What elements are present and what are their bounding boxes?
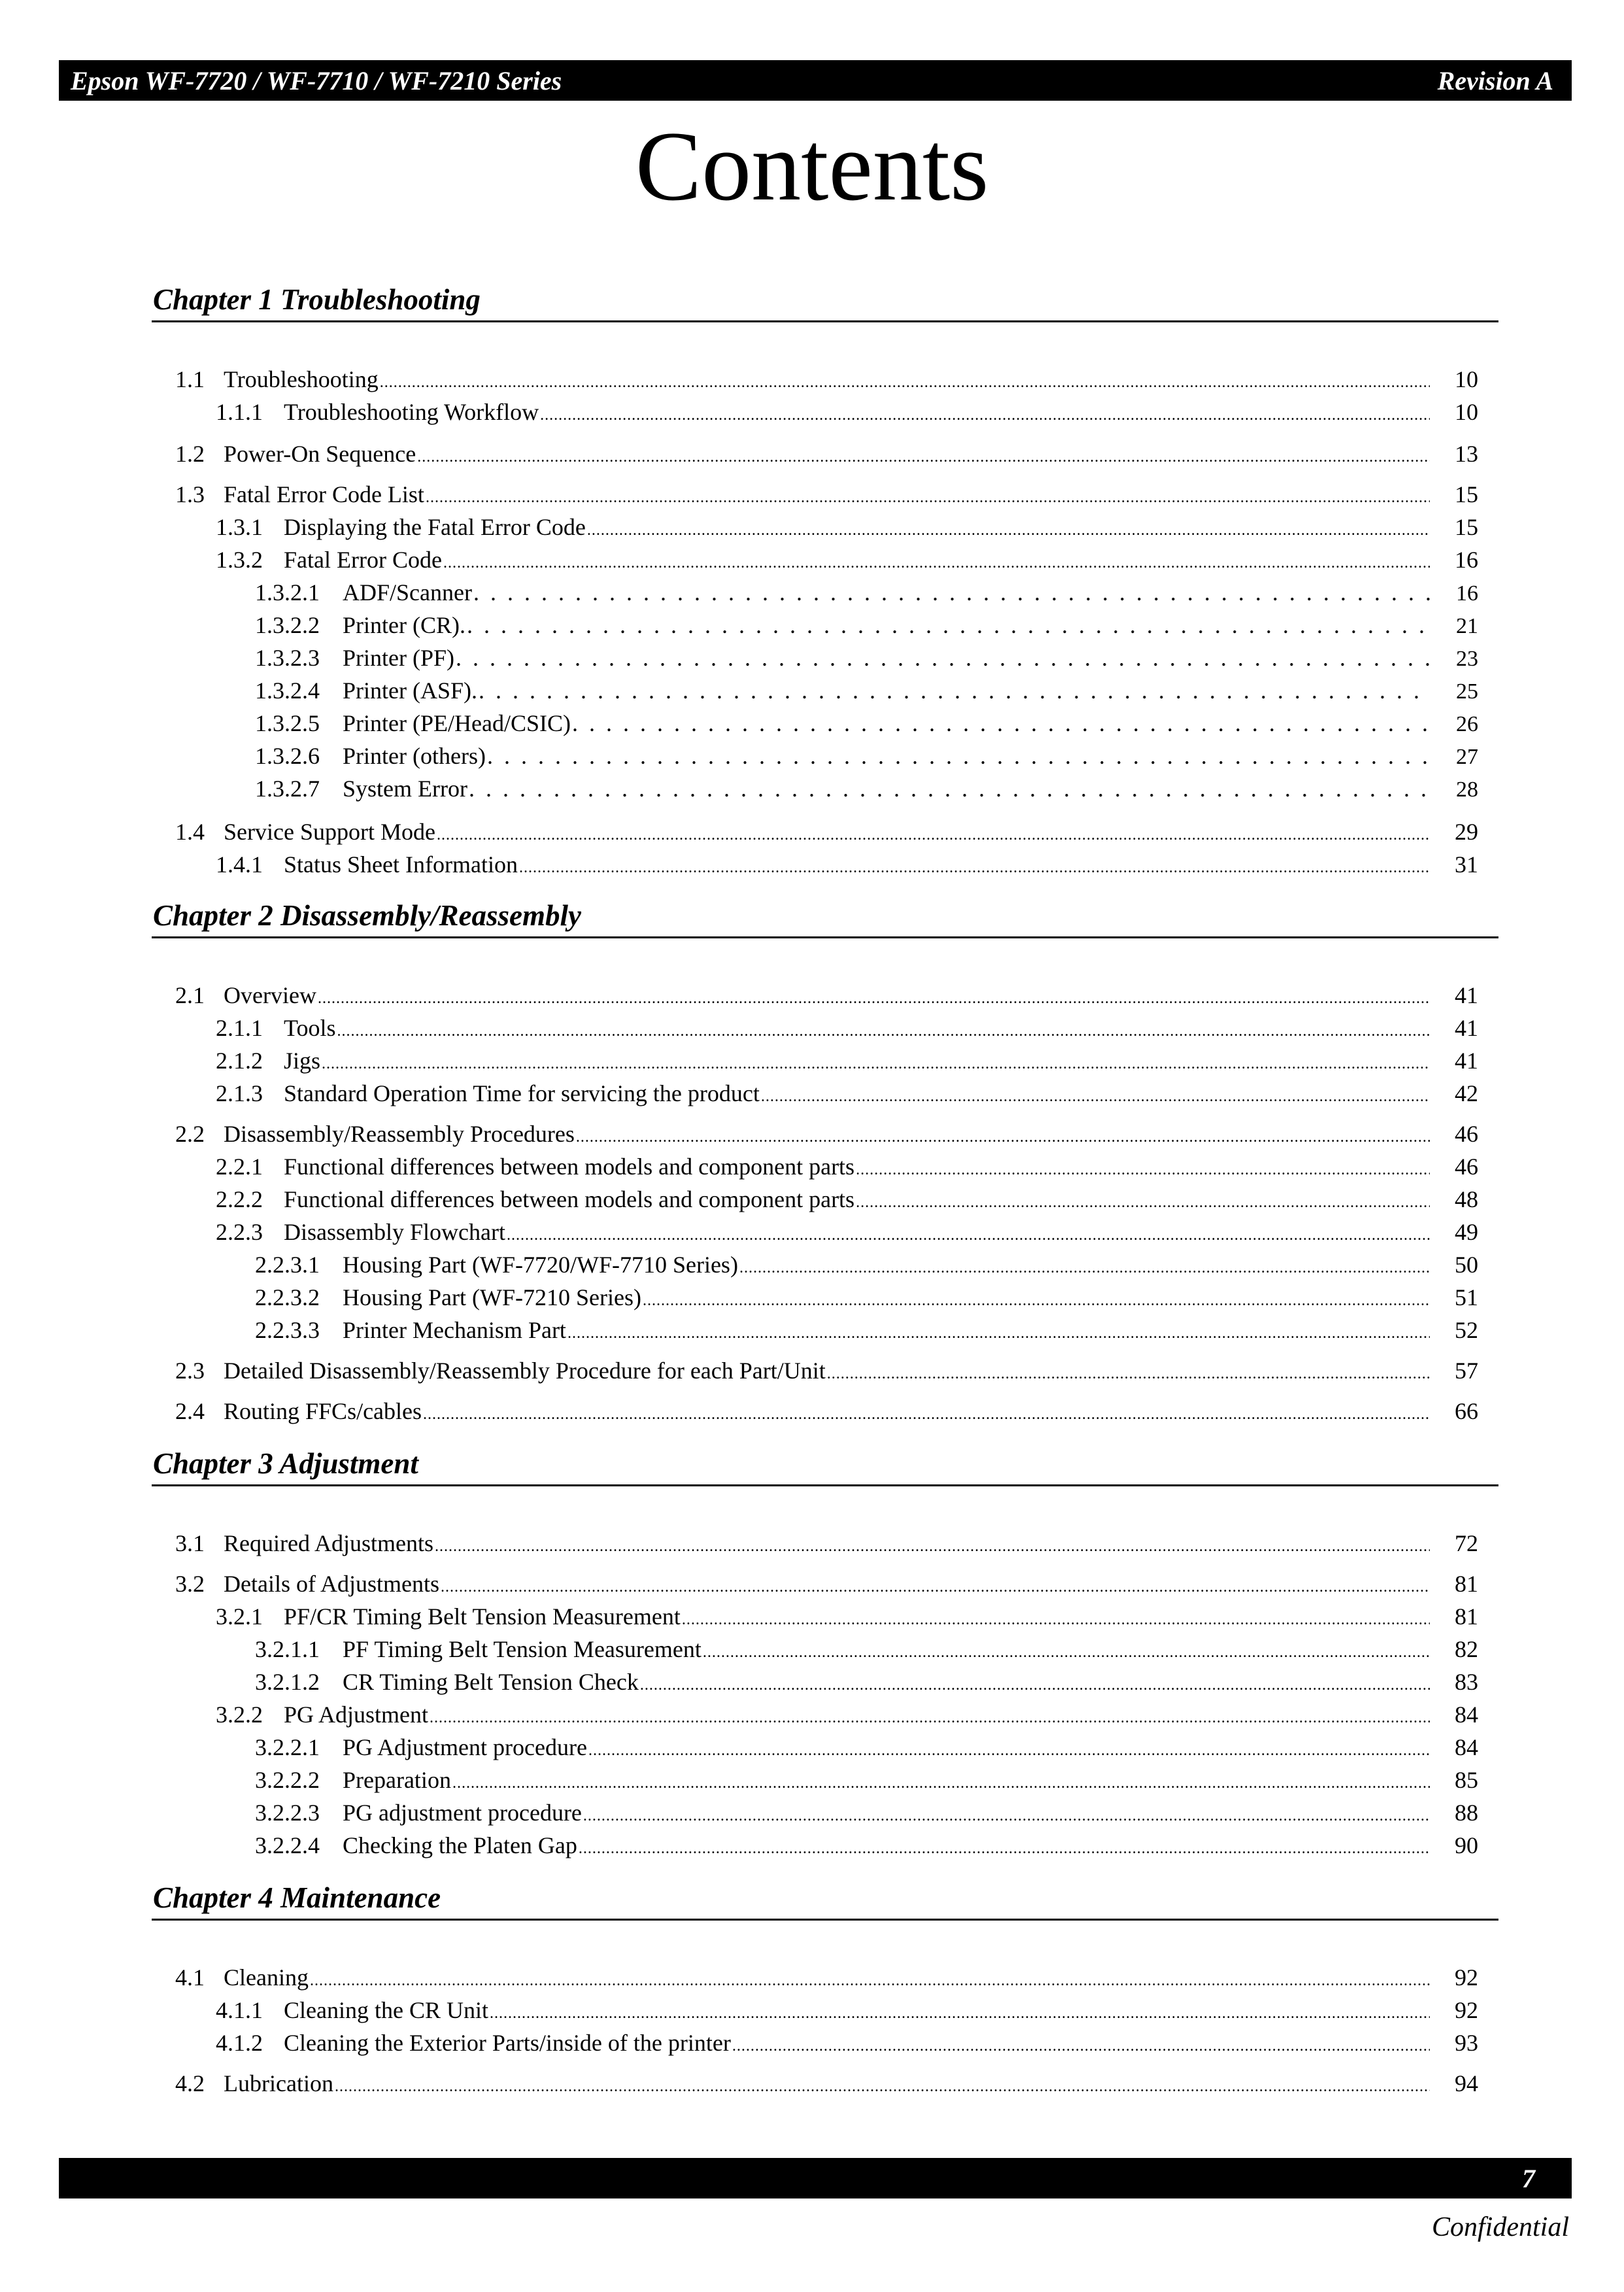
toc-entry[interactable]	[255, 1766, 1478, 1794]
leader-dots	[423, 1397, 1430, 1429]
toc-entry[interactable]	[255, 1635, 1478, 1664]
toc-number: 3.2.2	[216, 1702, 263, 1728]
toc-label: Cleaning the CR Unit	[284, 1997, 488, 2023]
toc-page: 51	[1455, 1284, 1478, 1310]
toc-page: 15	[1455, 481, 1478, 507]
toc-number: 2.1.1	[216, 1015, 263, 1041]
leader-dots	[827, 1356, 1430, 1388]
chapter-heading[interactable]	[152, 1881, 1498, 1921]
toc-number: 2.2	[175, 1121, 205, 1147]
leader-dots	[507, 1218, 1430, 1250]
chapter-heading[interactable]	[152, 282, 1498, 322]
leader-dots	[583, 1798, 1430, 1830]
page-title: Contents	[635, 111, 989, 221]
toc-entry[interactable]	[216, 1014, 1478, 1042]
leader-dots	[473, 578, 1430, 607]
toc-number: 2.2.3	[216, 1219, 263, 1245]
toc-entry[interactable]	[175, 817, 1478, 846]
confidential-label: Confidential	[1432, 2212, 1569, 2242]
toc-number: 2.3	[175, 1358, 205, 1384]
toc-label: Standard Operation Time for servicing the product	[284, 1080, 760, 1106]
toc-label: Tools	[284, 1015, 336, 1041]
toc-label: Functional differences between models and component parts	[284, 1186, 855, 1212]
toc-number: 3.2.2.4	[255, 1832, 320, 1858]
toc-number: 1.2	[175, 441, 205, 467]
toc-page: 27	[1456, 745, 1478, 769]
toc-number: 4.1.1	[216, 1997, 263, 2023]
toc-entry[interactable]	[175, 480, 1478, 509]
leader-dots	[469, 774, 1430, 803]
toc-entry[interactable]	[175, 981, 1478, 1010]
toc-label: Cleaning the Exterior Parts/inside of the printer	[284, 2030, 731, 2056]
footer-bar	[59, 2158, 1572, 2198]
toc-label: Service Support Mode	[224, 819, 435, 845]
toc-number: 4.1	[175, 1964, 205, 1991]
leader-dots	[310, 1963, 1430, 1995]
toc-entry[interactable]	[216, 398, 1478, 426]
chapter-title: Chapter 4 Maintenance	[153, 1881, 441, 1914]
toc-page: 94	[1455, 2070, 1478, 2096]
toc-number: 2.2.3.1	[255, 1252, 320, 1278]
toc-entry[interactable]	[255, 1283, 1478, 1312]
toc-page: 41	[1455, 1015, 1478, 1041]
toc-entry[interactable]	[216, 1996, 1478, 2025]
toc-label: Lubrication	[224, 2070, 333, 2096]
toc-entry[interactable]	[175, 1397, 1478, 1426]
toc-number: 4.2	[175, 2070, 205, 2096]
toc-number: 3.2.2.2	[255, 1767, 320, 1793]
toc-page: 42	[1455, 1080, 1478, 1106]
toc-number: 3.2.1.2	[255, 1669, 320, 1695]
toc-number: 1.3.2.4	[255, 677, 320, 704]
toc-number: 2.1.3	[216, 1080, 263, 1106]
document-series-title: Epson WF-7720 / WF-7710 / WF-7210 Series	[71, 66, 562, 95]
toc-number: 3.2	[175, 1571, 205, 1597]
toc-label: Housing Part (WF-7210 Series)	[343, 1284, 641, 1310]
toc-number: 2.4	[175, 1398, 205, 1424]
leader-dots	[318, 981, 1430, 1013]
toc-label: Printer (PF)	[343, 645, 454, 671]
toc-page: 92	[1455, 1997, 1478, 2023]
leader-dots	[479, 676, 1430, 705]
toc-label: PG adjustment procedure	[343, 1800, 582, 1826]
toc-label: PF/CR Timing Belt Tension Measurement	[284, 1603, 681, 1630]
toc-entry[interactable]	[216, 1602, 1478, 1631]
leader-dots	[430, 1700, 1430, 1732]
revision-label: Revision A	[1437, 66, 1553, 95]
chapter-title: Chapter 1 Troubleshooting	[153, 283, 481, 316]
leader-dots	[337, 1014, 1430, 1046]
toc-label: Required Adjustments	[224, 1530, 433, 1556]
toc-label: Printer (PE/Head/CSIC)	[343, 710, 571, 736]
toc-label: ADF/Scanner	[343, 579, 472, 606]
leader-dots	[567, 1316, 1430, 1348]
toc-number: 1.3.2.7	[255, 776, 320, 802]
toc-number: 3.2.1	[216, 1603, 263, 1630]
leader-dots	[435, 1529, 1430, 1561]
toc-entry[interactable]	[175, 1120, 1478, 1148]
toc-entry[interactable]	[255, 1798, 1478, 1827]
toc-label: System Error	[343, 776, 467, 802]
toc-number: 2.1.2	[216, 1048, 263, 1074]
toc-entry[interactable]	[255, 643, 1478, 672]
toc-page: 84	[1455, 1702, 1478, 1728]
toc-entry[interactable]	[175, 439, 1478, 468]
toc-label: Cleaning	[224, 1964, 309, 1991]
chapter-title: Chapter 3 Adjustment	[153, 1447, 418, 1480]
toc-label: PG Adjustment procedure	[343, 1734, 587, 1760]
chapter-title: Chapter 2 Disassembly/Reassembly	[153, 899, 581, 932]
toc-page: 26	[1456, 712, 1478, 736]
leader-dots	[579, 1831, 1430, 1863]
toc-label: Overview	[224, 982, 316, 1008]
chapter-heading[interactable]	[152, 1446, 1498, 1486]
toc-label: Printer Mechanism Part	[343, 1317, 566, 1343]
toc-entry[interactable]	[255, 1250, 1478, 1279]
toc-number: 1.1	[175, 366, 205, 392]
toc-number: 3.2.2.1	[255, 1734, 320, 1760]
toc-label: Printer (CR).	[343, 612, 465, 638]
leader-dots	[380, 365, 1430, 397]
leader-dots	[588, 1733, 1430, 1765]
toc-number: 1.3.1	[216, 514, 263, 540]
toc-label: Jigs	[284, 1048, 321, 1074]
leader-dots	[426, 480, 1430, 512]
header-bar	[59, 60, 1572, 101]
toc-page: 85	[1455, 1767, 1478, 1793]
toc-page: 16	[1455, 547, 1478, 573]
toc-label: Printer (ASF).	[343, 677, 477, 704]
toc-entry[interactable]	[255, 1733, 1478, 1762]
toc-entry[interactable]	[255, 1831, 1478, 1860]
toc-page: 23	[1456, 647, 1478, 671]
toc-entry[interactable]	[216, 1185, 1478, 1214]
toc-entry[interactable]	[216, 1046, 1478, 1075]
toc-label: PG Adjustment	[284, 1702, 429, 1728]
leader-dots	[643, 1283, 1430, 1315]
toc-page: 10	[1455, 366, 1478, 392]
toc-number: 2.2.3.3	[255, 1317, 320, 1343]
toc-page: 88	[1455, 1800, 1478, 1826]
toc-page: 82	[1455, 1636, 1478, 1662]
toc-page: 13	[1455, 441, 1478, 467]
leader-dots	[587, 513, 1430, 545]
toc-page: 10	[1455, 399, 1478, 425]
toc-number: 1.3.2.6	[255, 743, 320, 769]
leader-dots	[739, 1250, 1430, 1282]
toc-entry[interactable]	[216, 1079, 1478, 1108]
toc-entry[interactable]	[255, 676, 1478, 705]
toc-entry[interactable]	[216, 1700, 1478, 1729]
toc-label: Detailed Disassembly/Reassembly Procedure for each Part/Unit	[224, 1358, 826, 1384]
toc-entry[interactable]	[255, 1668, 1478, 1696]
toc-page: 81	[1455, 1603, 1478, 1630]
leader-dots	[519, 850, 1430, 882]
toc-number: 2.2.2	[216, 1186, 263, 1212]
toc-page: 16	[1456, 581, 1478, 606]
leader-dots	[443, 545, 1430, 577]
toc-number: 2.1	[175, 982, 205, 1008]
toc-page: 46	[1455, 1154, 1478, 1180]
toc-page: 90	[1455, 1832, 1478, 1858]
toc-entry[interactable]	[216, 2028, 1478, 2057]
toc-label: Details of Adjustments	[224, 1571, 439, 1597]
toc-page: 72	[1455, 1530, 1478, 1556]
toc-page: 83	[1455, 1669, 1478, 1695]
toc-label: Power-On Sequence	[224, 441, 416, 467]
toc-entry[interactable]	[175, 1356, 1478, 1385]
toc-entry[interactable]	[255, 578, 1478, 607]
toc-number: 1.1.1	[216, 399, 263, 425]
leader-dots	[437, 817, 1430, 849]
toc-number: 3.2.2.3	[255, 1800, 320, 1826]
leader-dots	[732, 2028, 1430, 2061]
leader-dots	[467, 611, 1430, 640]
leader-dots	[540, 398, 1430, 430]
toc-entry[interactable]	[216, 1218, 1478, 1246]
toc-page: 46	[1455, 1121, 1478, 1147]
toc-label: Troubleshooting	[224, 366, 379, 392]
leader-dots	[572, 709, 1430, 738]
toc-page: 49	[1455, 1219, 1478, 1245]
toc-page: 25	[1456, 679, 1478, 704]
leader-dots	[452, 1766, 1430, 1798]
leader-dots	[335, 2069, 1430, 2101]
toc-entry[interactable]	[255, 742, 1478, 770]
toc-page: 57	[1455, 1358, 1478, 1384]
leader-dots	[417, 439, 1430, 471]
toc-page: 92	[1455, 1964, 1478, 1991]
toc-label: Displaying the Fatal Error Code	[284, 514, 586, 540]
toc-page: 66	[1455, 1398, 1478, 1424]
toc-entry[interactable]	[255, 1316, 1478, 1344]
leader-dots	[490, 1996, 1430, 2028]
toc-label: Preparation	[343, 1767, 451, 1793]
toc-entry[interactable]	[175, 1529, 1478, 1558]
chapter-heading[interactable]	[152, 898, 1498, 938]
toc-label: Checking the Platen Gap	[343, 1832, 577, 1858]
toc-label: Printer (others)	[343, 743, 486, 769]
page-number: 7	[1522, 2164, 1535, 2193]
toc-entry[interactable]	[255, 774, 1478, 803]
toc-entry[interactable]	[216, 513, 1478, 541]
toc-entry[interactable]	[216, 1152, 1478, 1181]
toc-number: 1.4.1	[216, 851, 263, 878]
leader-dots	[640, 1668, 1430, 1700]
toc-page: 48	[1455, 1186, 1478, 1212]
toc-entry[interactable]	[216, 545, 1478, 574]
toc-number: 2.2.3.2	[255, 1284, 320, 1310]
leader-dots	[456, 643, 1430, 672]
toc-number: 1.3.2	[216, 547, 263, 573]
toc-page: 84	[1455, 1734, 1478, 1760]
leader-dots	[487, 742, 1430, 770]
toc-page: 93	[1455, 2030, 1478, 2056]
toc-page: 15	[1455, 514, 1478, 540]
toc-label: Troubleshooting Workflow	[284, 399, 539, 425]
toc-page: 31	[1455, 851, 1478, 878]
toc-page: 28	[1456, 778, 1478, 802]
toc-label: Fatal Error Code List	[224, 481, 424, 507]
leader-dots	[761, 1079, 1430, 1111]
toc-page: 21	[1456, 614, 1478, 638]
toc-number: 1.3.2.2	[255, 612, 320, 638]
toc-number: 1.3.2.3	[255, 645, 320, 671]
toc-number: 1.3.2.5	[255, 710, 320, 736]
toc-label: Fatal Error Code	[284, 547, 442, 573]
toc-label: Disassembly/Reassembly Procedures	[224, 1121, 575, 1147]
toc-number: 3.2.1.1	[255, 1636, 320, 1662]
toc-label: PF Timing Belt Tension Measurement	[343, 1636, 702, 1662]
toc-entry[interactable]	[255, 611, 1478, 640]
leader-dots	[682, 1602, 1430, 1634]
toc-label: Housing Part (WF-7720/WF-7710 Series)	[343, 1252, 738, 1278]
leader-dots	[322, 1046, 1430, 1078]
toc-page: 81	[1455, 1571, 1478, 1597]
toc-label: Routing FFCs/cables	[224, 1398, 422, 1424]
toc-entry[interactable]	[175, 1963, 1478, 1992]
toc-label: Functional differences between models and component parts	[284, 1154, 855, 1180]
leader-dots	[576, 1120, 1430, 1152]
toc-label: Disassembly Flowchart	[284, 1219, 505, 1245]
leader-dots	[441, 1569, 1430, 1601]
toc-number: 2.2.1	[216, 1154, 263, 1180]
toc-entry[interactable]	[175, 365, 1478, 394]
toc-number: 1.3.2.1	[255, 579, 320, 606]
toc-entry[interactable]	[255, 709, 1478, 738]
toc-page: 50	[1455, 1252, 1478, 1278]
toc-entry[interactable]	[175, 1569, 1478, 1598]
toc-page: 41	[1455, 982, 1478, 1008]
toc-page: 29	[1455, 819, 1478, 845]
toc-number: 3.1	[175, 1530, 205, 1556]
toc-number: 1.4	[175, 819, 205, 845]
toc-label: Status Sheet Information	[284, 851, 518, 878]
leader-dots	[703, 1635, 1430, 1667]
toc-entry[interactable]	[175, 2069, 1478, 2098]
toc-page: 52	[1455, 1317, 1478, 1343]
leader-dots	[856, 1152, 1430, 1184]
toc-entry[interactable]	[216, 850, 1478, 879]
leader-dots	[856, 1185, 1430, 1217]
toc-page: 41	[1455, 1048, 1478, 1074]
toc-number: 1.3	[175, 481, 205, 507]
toc-number: 4.1.2	[216, 2030, 263, 2056]
toc-label: CR Timing Belt Tension Check	[343, 1669, 639, 1695]
